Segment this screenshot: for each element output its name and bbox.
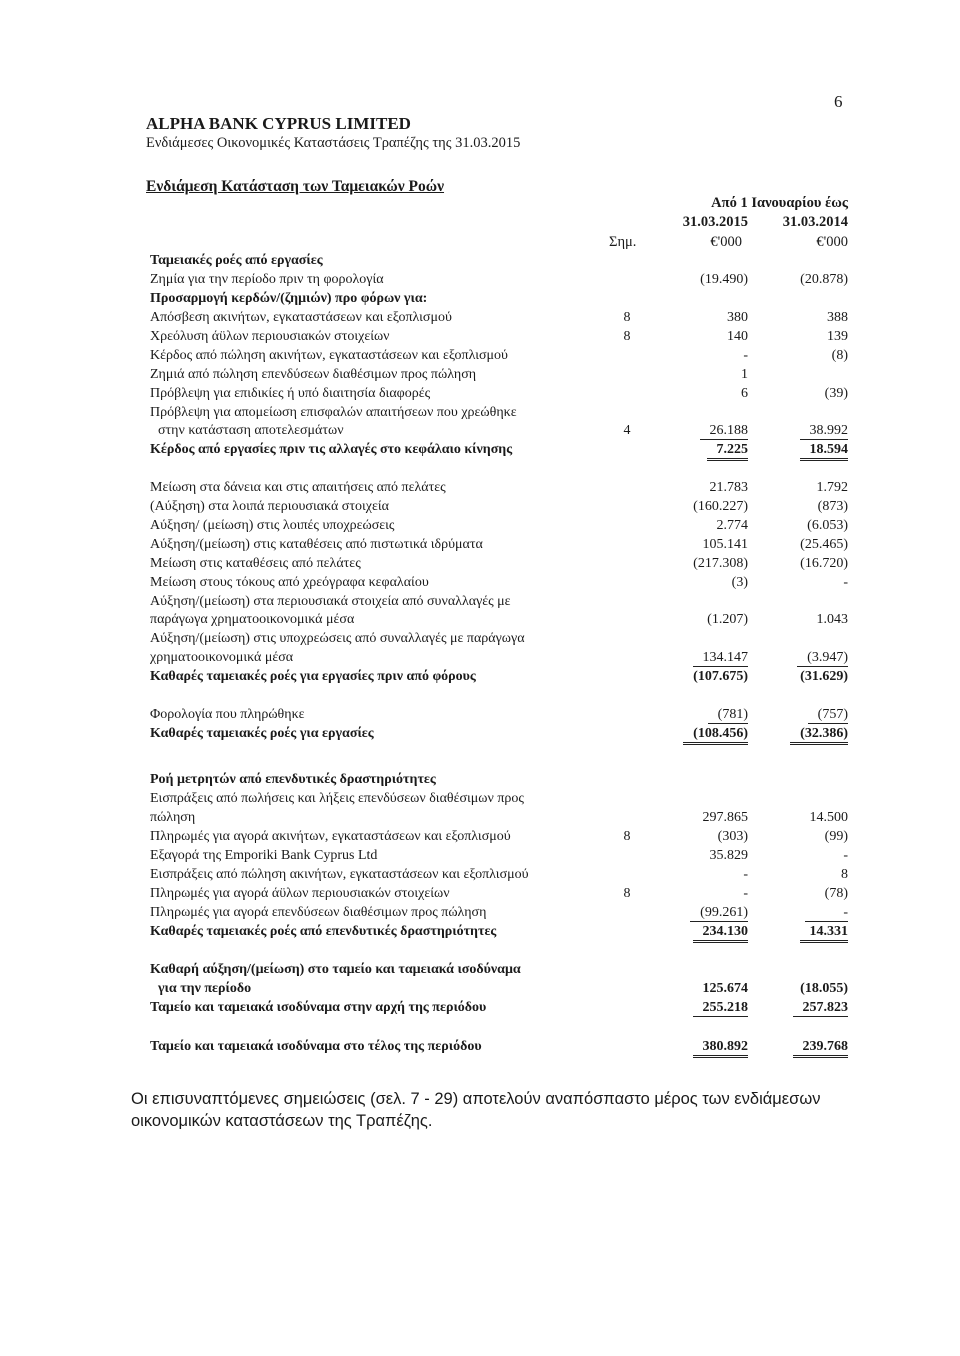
table-row <box>0 253 960 271</box>
value-2014: 18.594 <box>800 442 849 461</box>
table-row <box>0 499 960 517</box>
table-row <box>0 1000 960 1018</box>
row-label: Ταμειακές ροές από εργασίες <box>150 253 323 268</box>
row-label: Πρόβλεψη για απομείωση επισφαλών απαιτήσεων που χρεώθηκε <box>150 405 517 420</box>
table-row <box>0 669 960 687</box>
value-2014: (3.947) <box>797 650 848 667</box>
footer-note: Οι επισυναπτόμενες σημειώσεις (σελ. 7 - 29) αποτελούν αναπόσπαστο μέρος των ενδιάμεσων οικονομικών καταστάσεων της Τραπέζης. <box>131 1090 821 1130</box>
value-2015: 6 <box>741 386 748 401</box>
table-row <box>0 867 960 885</box>
value-2015: 297.865 <box>702 810 748 825</box>
table-row <box>0 981 960 999</box>
value-2015: (217.308) <box>693 556 748 571</box>
value-2015: (1.207) <box>707 612 748 627</box>
value-2015: 105.141 <box>702 537 748 552</box>
value-2015: 1 <box>741 367 748 382</box>
table-row <box>0 348 960 366</box>
value-2015: (19.490) <box>700 272 748 287</box>
row-label: παράγωγα χρηματοοικονομικά μέσα <box>150 612 355 627</box>
row-label: Μείωση στις καταθέσεις από πελάτες <box>150 556 361 571</box>
table-row <box>0 829 960 847</box>
table-row <box>0 1039 960 1057</box>
note-ref: 8 <box>623 310 631 325</box>
table-row <box>0 518 960 536</box>
row-label: Ζημιά από πώληση επενδύσεων διαθέσιμων προς πώληση <box>150 367 477 382</box>
table-row <box>0 962 960 980</box>
value-2014: 14.500 <box>809 810 848 825</box>
value-2015: (3) <box>731 575 748 590</box>
value-2015: 234.130 <box>693 924 749 943</box>
company-name: ALPHA BANK CYPRUS LIMITED <box>146 114 411 133</box>
value-2014: (16.720) <box>800 556 848 571</box>
row-label: Ταμείο και ταμειακά ισοδύναμα στην αρχή της περιόδου <box>150 1000 487 1015</box>
value-2014: (31.629) <box>800 669 848 684</box>
value-2015: 380.892 <box>693 1039 749 1058</box>
table-row <box>0 772 960 790</box>
table-row <box>0 537 960 555</box>
row-label: Αύξηση/(μείωση) στις υποχρεώσεις από συναλλαγές με παράγωγα <box>150 631 525 646</box>
table-row <box>0 480 960 498</box>
value-2014: (39) <box>824 386 848 401</box>
page-number: 6 <box>834 92 843 111</box>
note-ref: 8 <box>623 829 631 844</box>
table-row <box>0 631 960 649</box>
table-row <box>0 423 960 441</box>
value-2015: 21.783 <box>709 480 748 495</box>
table-row <box>0 810 960 828</box>
period-header: Από 1 Ιανουαρίου έως <box>711 195 848 211</box>
value-2015: 2.774 <box>716 518 748 533</box>
value-2015: 125.674 <box>702 981 748 996</box>
note-ref: 8 <box>623 886 631 901</box>
row-label: Αύξηση/(μείωση) στα περιουσιακά στοιχεία από συναλλαγές με <box>150 594 511 609</box>
row-label: στην κατάσταση αποτελεσμάτων <box>158 423 344 438</box>
table-row <box>0 442 960 460</box>
value-2014: 38.992 <box>800 423 849 440</box>
value-2014: 8 <box>841 867 848 882</box>
value-2014: (78) <box>824 886 848 901</box>
row-label: Καθαρές ταμειακές ροές για εργασίες <box>150 726 374 741</box>
row-label: χρηματοοικονομικά μέσα <box>150 650 294 665</box>
value-2015: (303) <box>717 829 748 844</box>
row-label: πώληση <box>150 810 196 825</box>
row-label: Πρόβλεψη για επιδικίες ή υπό διαιτησία διαφορές <box>150 386 431 401</box>
value-2014: - <box>843 575 848 590</box>
value-2014: (99) <box>824 829 848 844</box>
value-2015: 380 <box>727 310 748 325</box>
col2-date: 31.03.2014 <box>782 214 848 230</box>
col2-unit: €'000 <box>816 234 848 250</box>
row-label: Πληρωμές για αγορά επενδύσεων διαθέσιμων προς πώληση <box>150 905 487 920</box>
row-label: Καθαρές ταμειακές ροές για εργασίες πριν από φόρους <box>150 669 476 684</box>
table-row <box>0 329 960 347</box>
row-label: Ροή μετρητών από επενδυτικές δραστηριότητες <box>150 772 436 787</box>
value-2015: 140 <box>727 329 748 344</box>
value-2014: (18.055) <box>800 981 848 996</box>
row-label: Πληρωμές για αγορά ακινήτων, εγκαταστάσεων και εξοπλισμού <box>150 829 511 844</box>
table-row <box>0 726 960 744</box>
value-2014: (32.386) <box>790 726 848 745</box>
table-row <box>0 272 960 290</box>
row-label: Φορολογία που πληρώθηκε <box>150 707 305 722</box>
value-2015: 7.225 <box>707 442 749 461</box>
table-row <box>0 924 960 942</box>
row-label: Μείωση στα δάνεια και στις απαιτήσεις από πελάτες <box>150 480 446 495</box>
value-2015: 255.218 <box>693 1000 749 1017</box>
row-label: (Αύξηση) στα λοιπά περιουσιακά στοιχεία <box>150 499 389 514</box>
table-row <box>0 848 960 866</box>
value-2015: - <box>743 867 748 882</box>
row-label: Μείωση στους τόκους από χρεόγραφα κεφαλαίου <box>150 575 429 590</box>
value-2015: (107.675) <box>693 669 748 684</box>
table-row <box>0 886 960 904</box>
row-label: Εισπράξεις από πωλήσεις και λήξεις επενδύσεων διαθέσιμων προς <box>150 791 524 806</box>
value-2015: - <box>743 348 748 363</box>
row-label: Εξαγορά της Emporiki Bank Cyprus Ltd <box>150 848 378 863</box>
value-2014: (757) <box>808 707 848 724</box>
table-row <box>0 310 960 328</box>
value-2015: (99.261) <box>690 905 748 922</box>
value-2014: (25.465) <box>800 537 848 552</box>
value-2014: 1.043 <box>816 612 848 627</box>
value-2015: 134.147 <box>693 650 749 667</box>
note-ref: 8 <box>623 329 631 344</box>
table-row <box>0 905 960 923</box>
row-label: Απόσβεση ακινήτων, εγκαταστάσεων και εξοπλισμού <box>150 310 452 325</box>
table-row <box>0 594 960 612</box>
value-2015: (160.227) <box>693 499 748 514</box>
table-row <box>0 367 960 385</box>
value-2015: - <box>743 886 748 901</box>
col1-date: 31.03.2015 <box>682 214 748 230</box>
value-2014: 388 <box>827 310 848 325</box>
row-label: για την περίοδο <box>158 981 252 996</box>
value-2014: (8) <box>831 348 848 363</box>
table-row <box>0 556 960 574</box>
value-2014: (873) <box>817 499 848 514</box>
row-label: Προσαρμογή κερδών/(ζημιών) προ φόρων για: <box>150 291 428 306</box>
table-row <box>0 791 960 809</box>
value-2014: (6.053) <box>807 518 848 533</box>
table-row <box>0 291 960 309</box>
row-label: Ζημία για την περίοδο πριν τη φορολογία <box>150 272 384 287</box>
note-column-header: Σημ. <box>609 234 637 250</box>
document-subtitle: Ενδιάμεσες Οικονομικές Καταστάσεις Τραπέζης της 31.03.2015 <box>146 135 521 151</box>
row-label: Αύξηση/ (μείωση) στις λοιπές υποχρεώσεις <box>150 518 395 533</box>
col1-unit: €'000 <box>710 234 742 250</box>
table-row <box>0 575 960 593</box>
value-2014: 257.823 <box>793 1000 849 1017</box>
value-2015: (108.456) <box>683 726 748 745</box>
row-label: Αύξηση/(μείωση) στις καταθέσεις από πιστωτικά ιδρύματα <box>150 537 483 552</box>
row-label: Καθαρή αύξηση/(μείωση) στο ταμείο και ταμειακά ισοδύναμα <box>150 962 521 977</box>
row-label: Ταμείο και ταμειακά ισοδύναμα στο τέλος της περιόδου <box>150 1039 482 1054</box>
value-2014: 139 <box>827 329 848 344</box>
value-2015: (781) <box>708 707 748 724</box>
table-row <box>0 707 960 725</box>
statement-title: Ενδιάμεση Κατάσταση των Ταμειακών Ροών <box>146 178 445 195</box>
value-2014: - <box>805 905 848 922</box>
value-2015: 26.188 <box>700 423 749 440</box>
row-label: Πληρωμές για αγορά άϋλων περιουσιακών στοιχείων <box>150 886 450 901</box>
note-ref: 4 <box>623 423 631 438</box>
value-2014: 14.331 <box>800 924 849 943</box>
row-label: Κέρδος από πώληση ακινήτων, εγκαταστάσεων και εξοπλισμού <box>150 348 508 363</box>
value-2014: (20.878) <box>800 272 848 287</box>
table-row <box>0 612 960 630</box>
row-label: Χρεόλυση άϋλων περιουσιακών στοιχείων <box>150 329 390 344</box>
table-row <box>0 650 960 668</box>
row-label: Καθαρές ταμειακές ροές από επενδυτικές δραστηριότητες <box>150 924 497 939</box>
value-2015: 35.829 <box>709 848 748 863</box>
table-row <box>0 386 960 404</box>
row-label: Εισπράξεις από πώληση ακινήτων, εγκαταστάσεων και εξοπλισμού <box>150 867 529 882</box>
table-row <box>0 405 960 423</box>
row-label: Κέρδος από εργασίες πριν τις αλλαγές στο κεφάλαιο κίνησης <box>150 442 513 457</box>
value-2014: - <box>843 848 848 863</box>
value-2014: 1.792 <box>816 480 848 495</box>
value-2014: 239.768 <box>793 1039 849 1058</box>
